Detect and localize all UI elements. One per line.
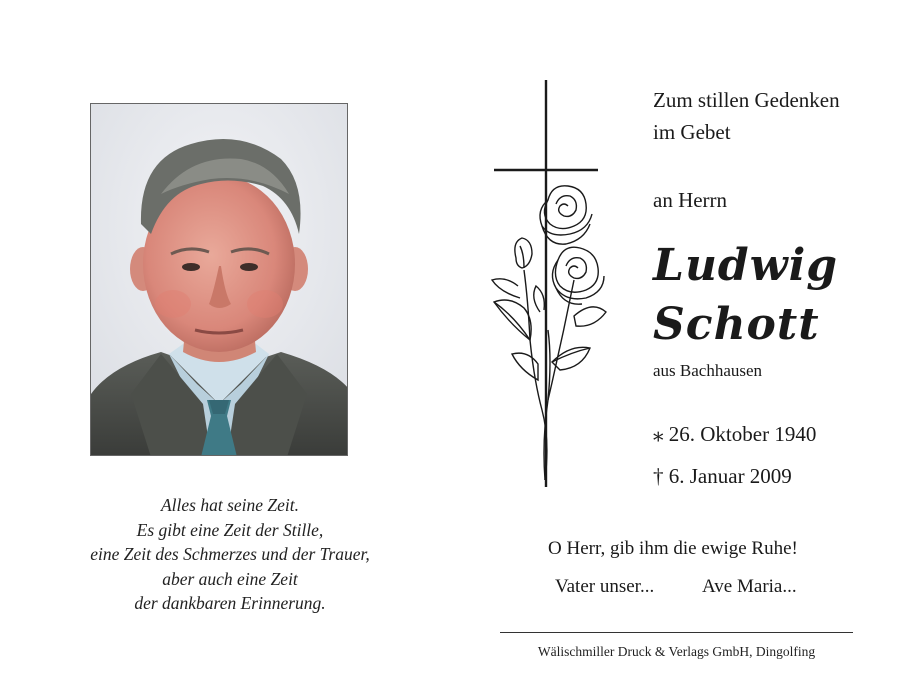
first-name: Ludwig bbox=[653, 240, 839, 291]
divider bbox=[500, 632, 853, 633]
prayer-vater-unser: Vater unser... bbox=[555, 576, 655, 597]
death-date: † 6. Januar 2009 bbox=[653, 464, 792, 488]
prayer-ave-maria: Ave Maria... bbox=[702, 576, 797, 597]
poem-line: Es gibt eine Zeit der Stille, bbox=[136, 519, 324, 540]
prayer-text: O Herr, gib ihm die ewige Ruhe! bbox=[548, 538, 798, 559]
poem-line: eine Zeit des Schmerzes und der Trauer, bbox=[90, 544, 370, 564]
intro-line-2: im Gebet bbox=[653, 120, 731, 144]
last-name: Schott bbox=[653, 299, 820, 350]
poem-line: der dankbaren Erinnerung. bbox=[134, 593, 326, 613]
intro-line-1: Zum stillen Gedenken bbox=[653, 88, 840, 112]
origin: aus Bachhausen bbox=[653, 361, 763, 380]
salutation: an Herrn bbox=[653, 188, 728, 212]
poem-line: aber auch eine Zeit bbox=[162, 568, 298, 589]
printer-imprint: Wälischmiller Druck & Verlags GmbH, Dingolfing bbox=[537, 644, 816, 659]
poem-line: Alles hat seine Zeit. bbox=[160, 495, 300, 515]
birth-date: ⁎ 26. Oktober 1940 bbox=[653, 422, 817, 446]
cross-with-rose-icon bbox=[490, 80, 615, 490]
poem bbox=[60, 493, 400, 616]
intro-text bbox=[653, 84, 840, 148]
portrait-photo bbox=[90, 103, 348, 456]
portrait-illustration bbox=[91, 104, 348, 456]
